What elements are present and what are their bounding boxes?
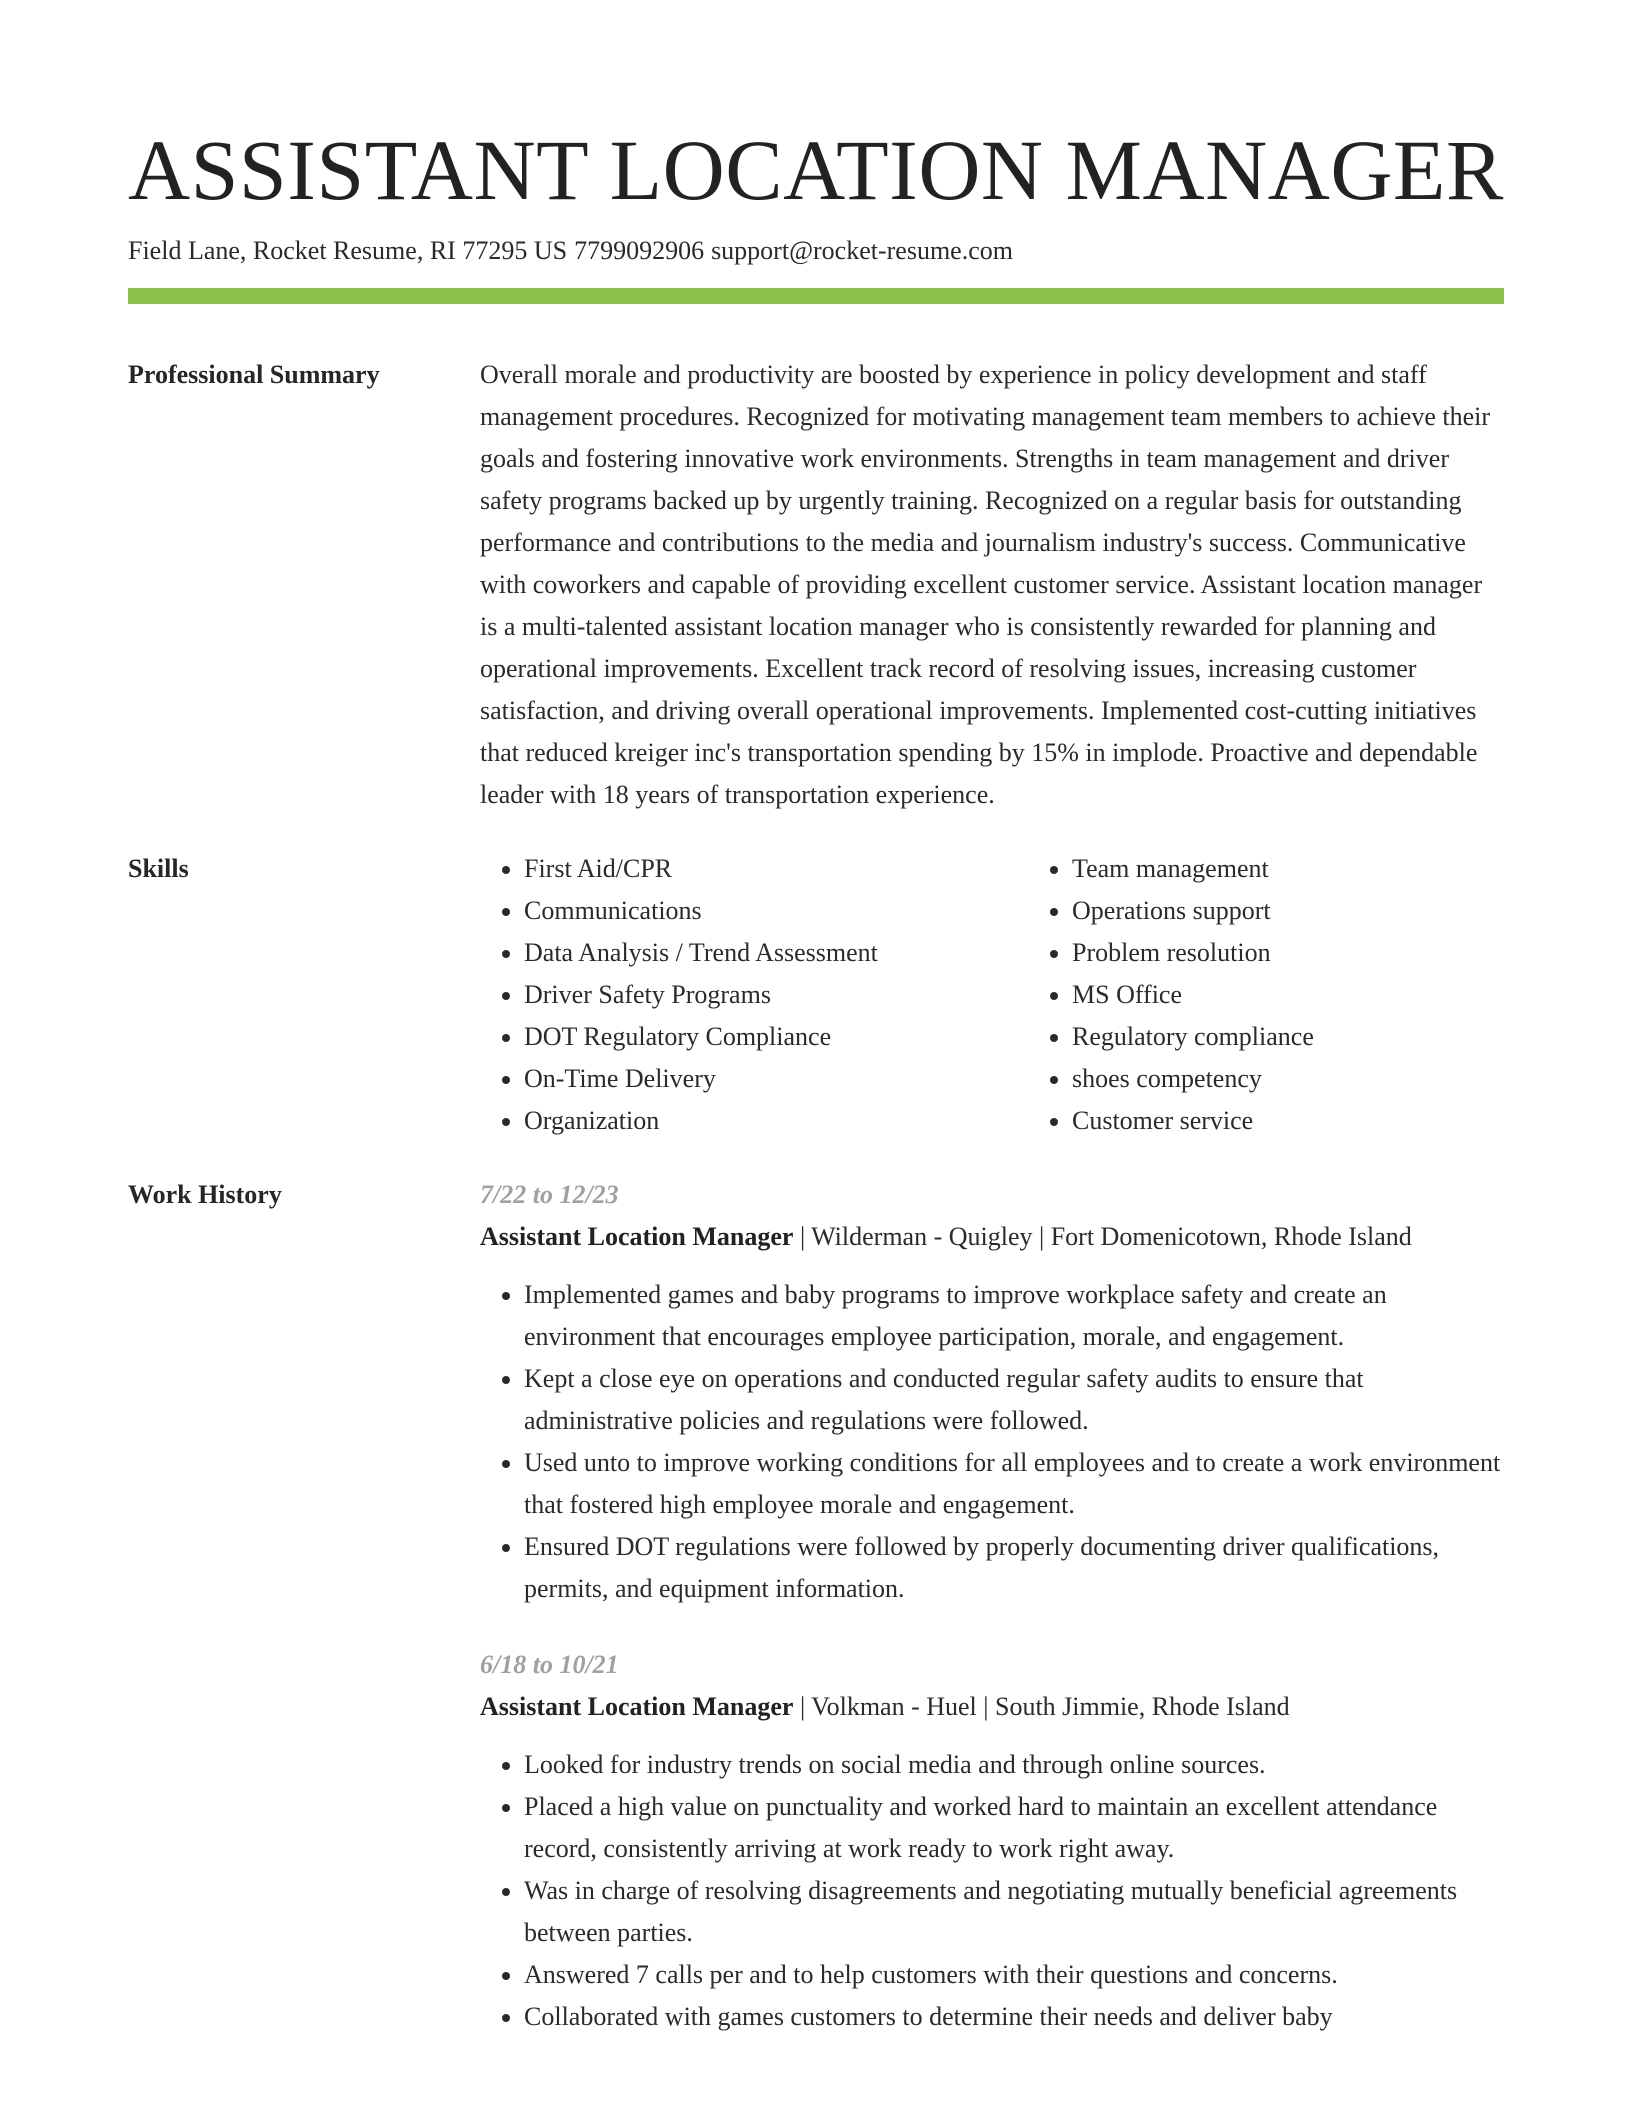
- job-heading: [480, 1216, 1504, 1258]
- skill-item: • Problem resolution: [1072, 932, 1576, 974]
- job-title: Assistant Location Manager: [480, 1692, 794, 1721]
- contact-address: Field Lane, Rocket Resume, RI 77295 US: [128, 236, 568, 265]
- job-entry: [480, 1174, 1504, 1610]
- job-dates: 7/22 to 12/23: [480, 1180, 619, 1209]
- skill-item: • MS Office: [1072, 974, 1576, 1016]
- skill-item: • Data Analysis / Trend Assessment: [524, 932, 1028, 974]
- work-history-section: [128, 1174, 1504, 2038]
- job-details: | Wilderman - Quigley | Fort Domenicotown, Rhode Island: [793, 1222, 1412, 1251]
- skills-columns: [480, 848, 1576, 1142]
- header-divider: [128, 288, 1504, 304]
- job-bullet: • Collaborated with games customers to determine their needs and deliver baby: [524, 1996, 1504, 2038]
- job-bullet: • Looked for industry trends on social media and through online sources.: [524, 1744, 1504, 1786]
- skill-item: • Customer service: [1072, 1100, 1576, 1142]
- contact-phone: 7799092906: [574, 236, 705, 265]
- skill-item: • Organization: [524, 1100, 1028, 1142]
- job-title: Assistant Location Manager: [480, 1222, 794, 1251]
- job-bullet: • Ensured DOT regulations were followed by properly documenting driver qualifications, permits, and equipment information.: [524, 1526, 1504, 1610]
- job-entry: [480, 1644, 1504, 2038]
- skills-list-right: [1028, 848, 1576, 1142]
- skills-list-left: [480, 848, 1028, 1142]
- job-heading: [480, 1686, 1504, 1728]
- job-bullet: • Used unto to improve working conditions for all employees and to create a work environment that fostered high employee morale and engagement.: [524, 1442, 1504, 1526]
- job-bullet: • Was in charge of resolving disagreements and negotiating mutually beneficial agreements between parties.: [524, 1870, 1504, 1954]
- resume-page: [128, 118, 1504, 2038]
- resume-name-heading: ASSISTANT LOCATION MANAGER: [128, 122, 1504, 218]
- job-dates: 6/18 to 10/21: [480, 1650, 619, 1679]
- job-bullet: • Kept a close eye on operations and conducted regular safety audits to ensure that administrative policies and regulations were followed.: [524, 1358, 1504, 1442]
- summary-text: Overall morale and productivity are boosted by experience in policy development and staff management procedures. Recognized for motivating management team members to achieve their goals and fostering innovative work environments. Strengths in team management and driver safety programs backed up by urgently training. Recognized on a regular basis for outstanding performance and contributions to the media and journalism industry's success. Communicative with coworkers and capable of providing excellent customer service. Assistant location manager is a multi-talented assistant location manager who is consistently rewarded for planning and operational improvements. Excellent track record of resolving issues, increasing customer satisfaction, and driving overall operational improvements. Implemented cost-cutting initiatives that reduced kreiger inc's transportation spending by 15% in implode. Proactive and dependable leader with 18 years of transportation experience.: [480, 360, 1491, 809]
- job-bullets: [480, 1274, 1504, 1610]
- contact-line: [128, 234, 1504, 268]
- skill-item: • Driver Safety Programs: [524, 974, 1028, 1016]
- job-bullet: • Placed a high value on punctuality and worked hard to maintain an excellent attendance record, consistently arriving at work ready to work right away.: [524, 1786, 1504, 1870]
- skill-item: • shoes competency: [1072, 1058, 1576, 1100]
- skills-section-title: Skills: [128, 854, 189, 883]
- summary-section: [128, 354, 1504, 816]
- job-bullet: • Implemented games and baby programs to improve workplace safety and create an environment that encourages employee participation, morale, and engagement.: [524, 1274, 1504, 1358]
- skill-item: • Operations support: [1072, 890, 1576, 932]
- work-history-section-title: Work History: [128, 1180, 282, 1209]
- skills-section: [128, 848, 1504, 1142]
- skill-item: • Regulatory compliance: [1072, 1016, 1576, 1058]
- summary-section-title: Professional Summary: [128, 360, 380, 389]
- skill-item: • First Aid/CPR: [524, 848, 1028, 890]
- skill-item: • On-Time Delivery: [524, 1058, 1028, 1100]
- job-bullets: [480, 1744, 1504, 2038]
- work-history-body: [480, 1174, 1504, 2038]
- skill-item: • Communications: [524, 890, 1028, 932]
- skill-item: • Team management: [1072, 848, 1576, 890]
- contact-email: support@rocket-resume.com: [711, 236, 1013, 265]
- skill-item: • DOT Regulatory Compliance: [524, 1016, 1028, 1058]
- job-bullet: • Answered 7 calls per and to help customers with their questions and concerns.: [524, 1954, 1504, 1996]
- job-details: | Volkman - Huel | South Jimmie, Rhode Island: [793, 1692, 1290, 1721]
